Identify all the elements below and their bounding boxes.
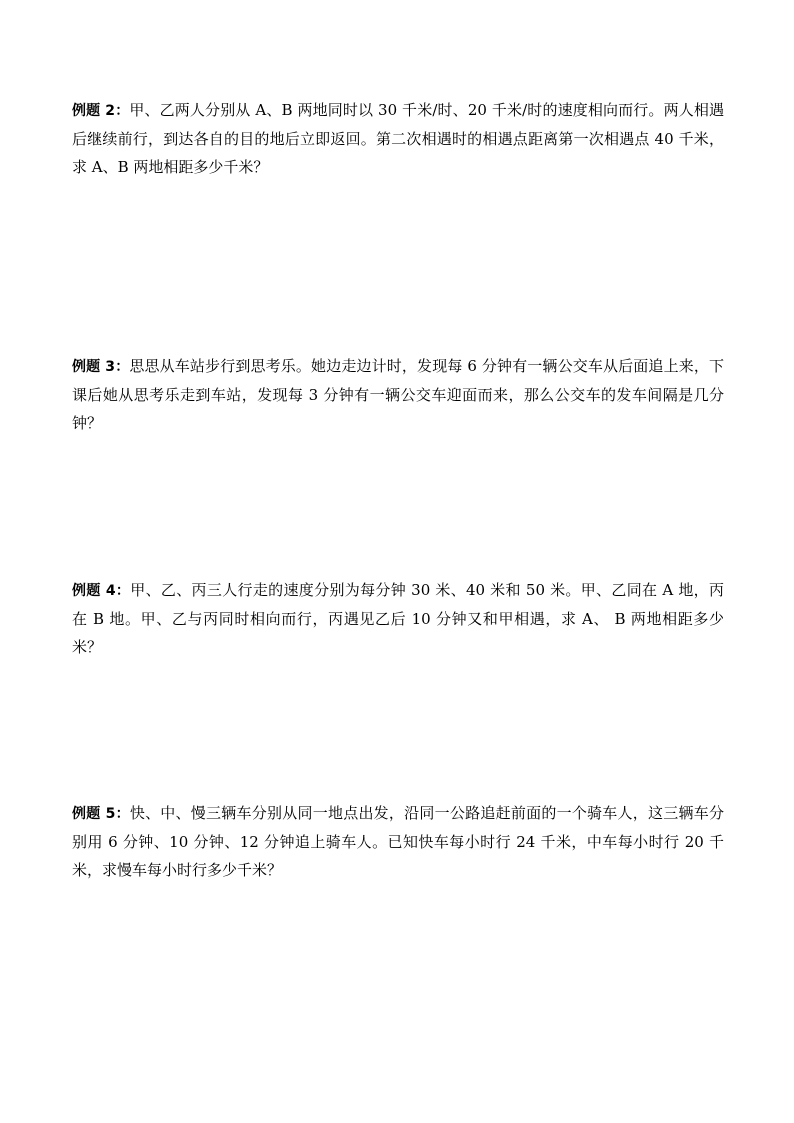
problem-example-5: [72, 799, 724, 884]
problem-label: 例题 5: [72, 806, 116, 822]
problem-text: 快、中、慢三辆车分别从同一地点出发，沿同一公路追赶前面的一个骑车人，这三辆车分别用 6 分钟、10 分钟、12 分钟追上骑车人。已知快车每小时行 24 千米，中车每小时行 20 千米，求慢车每小时行多少千米？: [72, 804, 724, 879]
problem-example-3: [72, 352, 724, 437]
problem-example-2: [72, 96, 724, 181]
problem-label: 例题 2: [72, 103, 116, 119]
problem-label: 例题 4: [72, 583, 116, 599]
problem-label-separator: ：: [115, 806, 130, 822]
problem-example-4: [72, 576, 724, 661]
problem-label-separator: ：: [115, 583, 131, 599]
problem-label-separator: ：: [115, 359, 130, 375]
problem-label: 例题 3: [72, 359, 116, 375]
problem-text: 甲、乙、丙三人行走的速度分别为每分钟 30 米、40 米和 50 米。甲、乙同在 A 地，丙在 B 地。甲、乙与丙同时相向而行，丙遇见乙后 10 分钟又和甲相遇，求 A、 B 两地相距多少米？: [72, 581, 724, 656]
problem-label-separator: ：: [115, 103, 130, 119]
problem-text: 思思从车站步行到思考乐。她边走边计时，发现每 6 分钟有一辆公交车从后面追上来，下课后她从思考乐走到车站，发现每 3 分钟有一辆公交车迎面而来，那么公交车的发车间隔是几分钟？: [72, 357, 724, 432]
problem-text: 甲、乙两人分别从 A、B 两地同时以 30 千米/时、20 千米/时的速度相向而行。两人相遇后继续前行，到达各自的目的地后立即返回。第二次相遇时的相遇点距离第一次相遇点 40 千米，求 A、B 两地相距多少千米？: [72, 101, 725, 176]
